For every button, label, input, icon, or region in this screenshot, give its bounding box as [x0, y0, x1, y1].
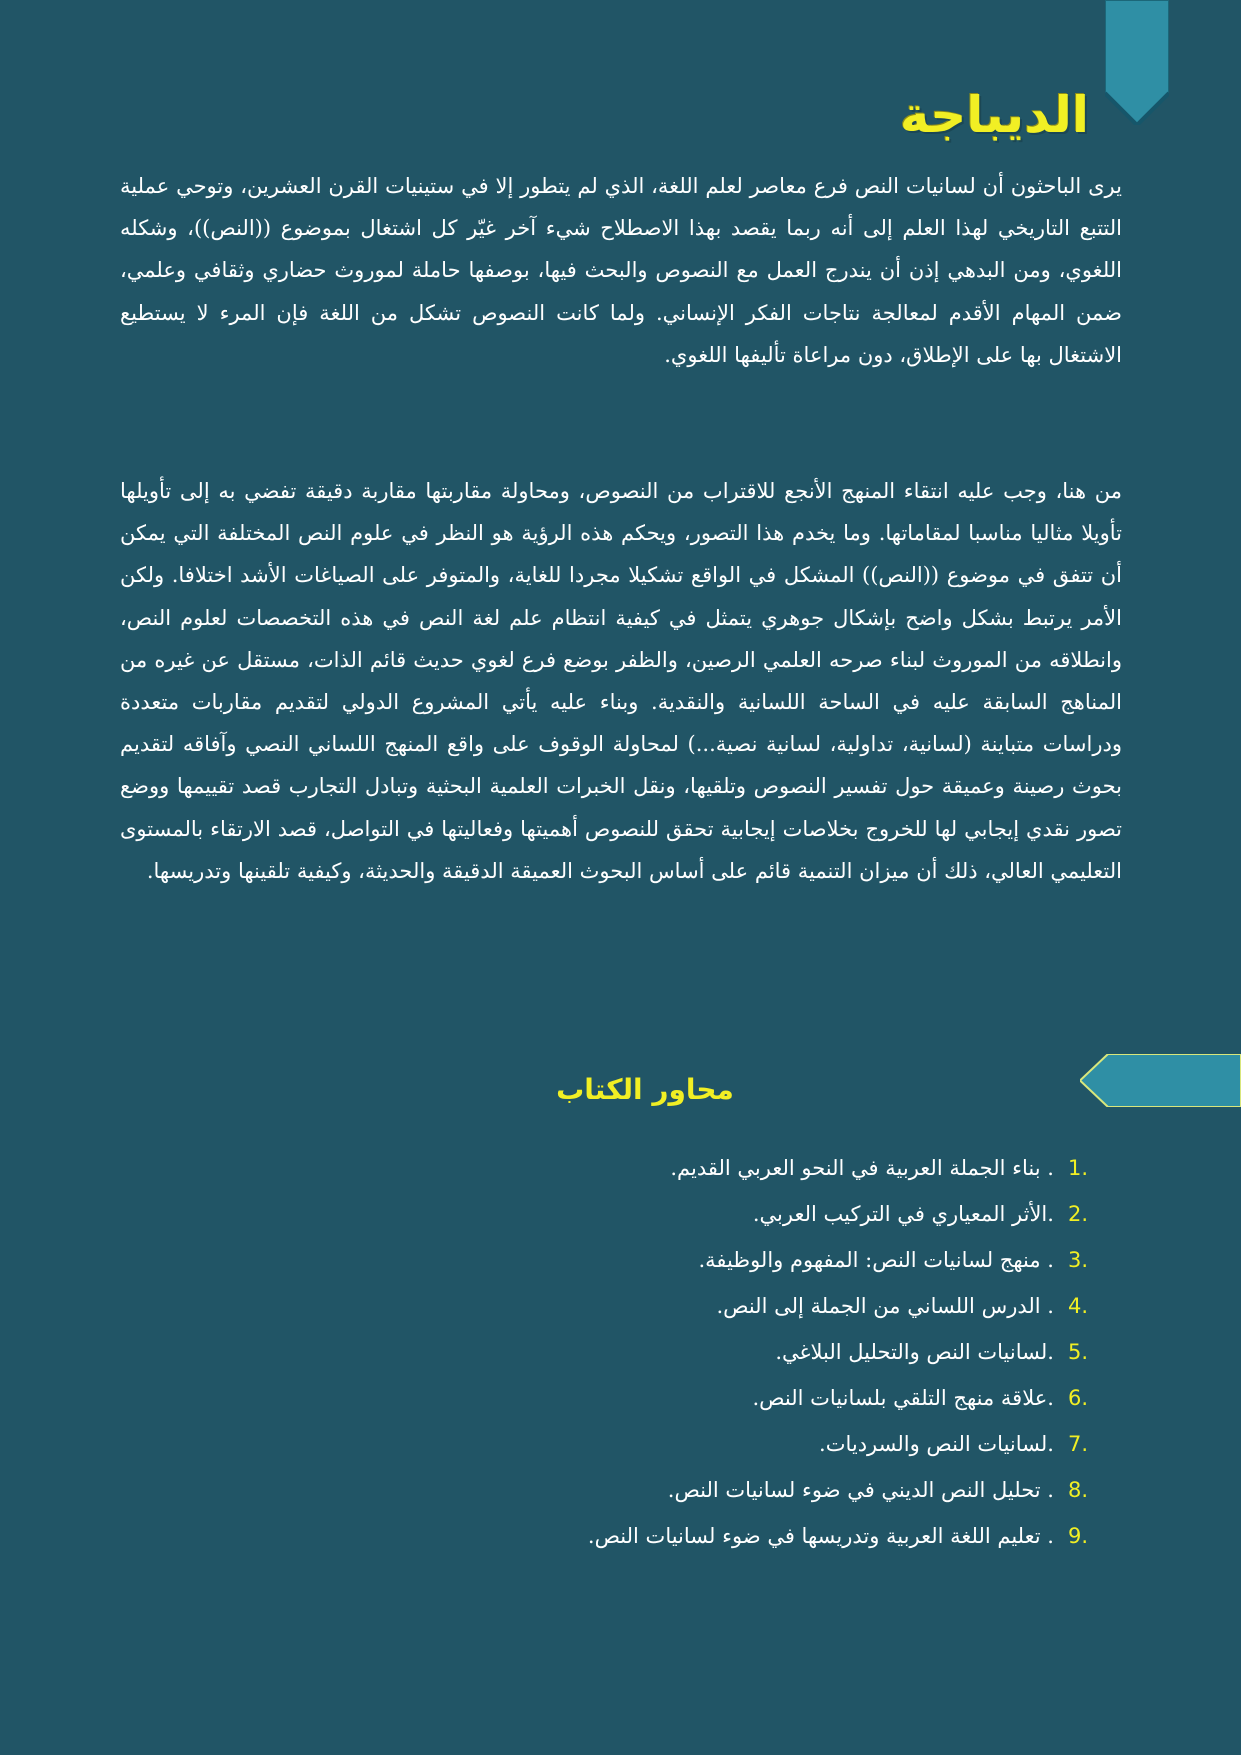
- topic-number: 8.: [1067, 1478, 1088, 1502]
- topic-number: 4.: [1067, 1294, 1088, 1318]
- topic-number: 2.: [1067, 1202, 1088, 1226]
- topic-number: 6.: [1067, 1386, 1088, 1410]
- topic-item-1: [328, 1145, 1088, 1191]
- topic-label: . تحليل النص الديني في ضوء لسانيات النص.: [667, 1478, 1054, 1502]
- bookmark-ribbon-shape: [1105, 0, 1169, 125]
- topic-item-8: [328, 1467, 1088, 1513]
- topic-number: 3.: [1067, 1248, 1088, 1272]
- section-tab-shape: [1080, 1054, 1241, 1107]
- topic-item-2: [328, 1191, 1088, 1237]
- page-title: الديباجة: [899, 86, 1089, 144]
- topic-item-4: [328, 1283, 1088, 1329]
- section-arrow-tab-icon: [1080, 1054, 1241, 1107]
- topic-label: .لسانيات النص والسرديات.: [819, 1432, 1054, 1456]
- intro-paragraph-1: يرى الباحثون أن لسانيات النص فرع معاصر لعلم اللغة، الذي لم يتطور إلا في ستينيات القرن العشرين، وتوحي عملية التتبع التاريخي لهذا العلم إلى أنه ربما يقصد بهذا الاصطلاح شيء آخر غيّر كل اشتغال بموضوع ((النص))، وشكله اللغوي، ومن البدهي إذن أن يندرج العمل مع النصوص والبحث فيها، بوصفها حاملة لموروث حضاري وثقافي وعلمي، ضمن المهام الأقدم لمعالجة نتاجات الفكر الإنساني. ولما كانت النصوص تشكل من اللغة فإن المرء لا يستطيع الاشتغال بها على الإطلاق، دون مراعاة تأليفها اللغوي.: [120, 174, 1122, 367]
- topic-item-5: [328, 1329, 1088, 1375]
- topic-number: 9.: [1067, 1524, 1088, 1548]
- topic-label: . تعليم اللغة العربية وتدريسها في ضوء لسانيات النص.: [587, 1524, 1054, 1548]
- bookmark-ribbon-icon: [1105, 0, 1169, 125]
- topic-label: .الأثر المعياري في التركيب العربي.: [752, 1202, 1054, 1226]
- topic-label: .علاقة منهج التلقي بلسانيات النص.: [752, 1386, 1054, 1410]
- topics-list: [328, 1145, 1088, 1559]
- topic-label: . الدرس اللساني من الجملة إلى النص.: [716, 1294, 1054, 1318]
- topic-item-3: [328, 1237, 1088, 1283]
- topic-number: 1.: [1067, 1156, 1088, 1180]
- topic-item-6: [328, 1375, 1088, 1421]
- topic-number: 7.: [1067, 1432, 1088, 1456]
- topic-item-9: [328, 1513, 1088, 1559]
- intro-paragraph-2: من هنا، وجب عليه انتقاء المنهج الأنجع للاقتراب من النصوص، ومحاولة مقاربتها مقاربة دقيقة تفضي به إلى تأويلها تأويلا مثاليا مناسبا لمقاماتها. وما يخدم هذا التصور، ويحكم هذه الرؤية هو النظر في علوم النص المختلفة التي يمكن أن تتفق في موضوع ((النص)) المشكل في الواقع تشكيلا مجردا للغاية، والمتوفر على الصياغات الأشد اختلافا. ولكن الأمر يرتبط بشكل واضح بإشكال جوهري يتمثل في كيفية انتظام علم لغة النص في هذه التخصصات لعلوم النص، وانطلاقه من الموروث لبناء صرحه العلمي الرصين، والظفر بوضع فرع لغوي حديث قائم الذات، مستقل عن غيره من المناهج السابقة عليه في الساحة اللسانية والنقدية. وبناء عليه يأتي المشروع الدولي لتقديم مقاربات متعددة ودراسات متباينة (لسانية، تداولية، لسانية نصية...) لمحاولة الوقوف على واقع المنهج اللساني النصي وآفاقه لتقديم بحوث رصينة وعميقة حول تفسير النصوص وتلقيها، ونقل الخبرات العلمية البحثية وتبادل التجارب قصد تقييمها ووضع تصور نقدي إيجابي لها للخروج بخلاصات إيجابية تحقق للنصوص أهميتها وفعاليتها في التواصل، قصد الارتقاء بالمستوى التعليمي العالي، ذلك أن ميزان التنمية قائم على أساس البحوث العميقة الدقيقة والحديثة، وكيفية تلقينها وتدريسها.: [120, 479, 1122, 883]
- topic-item-7: [328, 1421, 1088, 1467]
- topic-label: . منهج لسانيات النص: المفهوم والوظيفة.: [698, 1248, 1054, 1272]
- section-title: محاور الكتاب: [556, 1073, 734, 1106]
- topic-number: 5.: [1067, 1340, 1088, 1364]
- topic-label: .لسانيات النص والتحليل البلاغي.: [775, 1340, 1054, 1364]
- topic-label: . بناء الجملة العربية في النحو العربي القديم.: [670, 1156, 1054, 1180]
